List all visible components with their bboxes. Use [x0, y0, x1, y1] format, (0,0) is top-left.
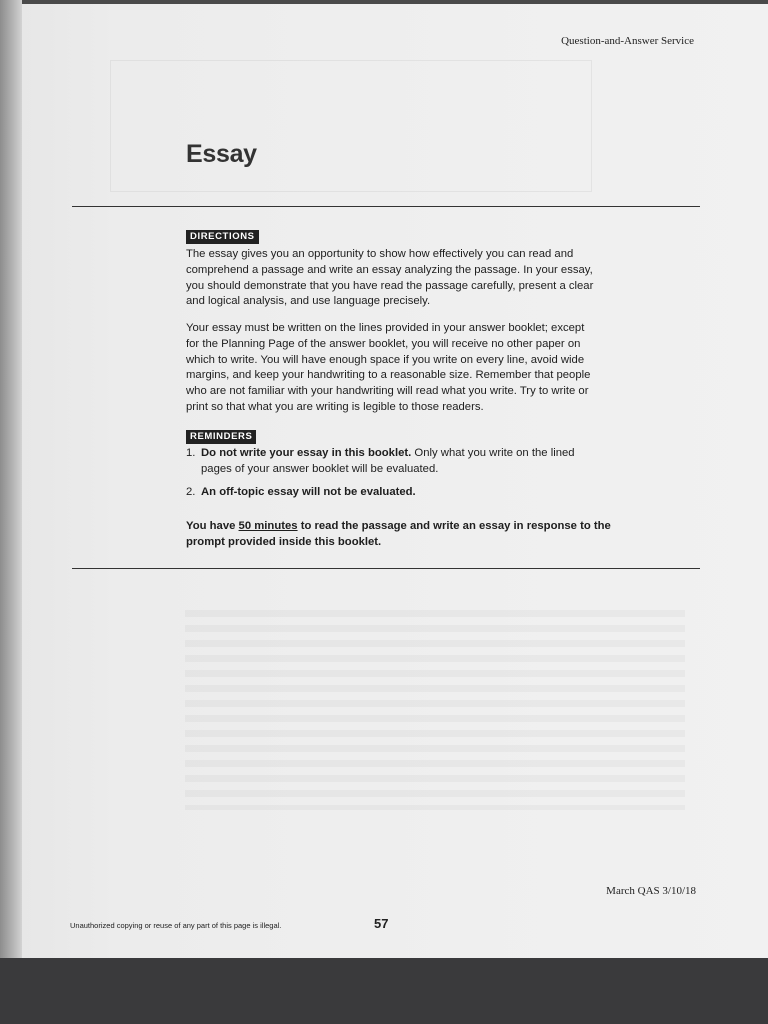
bleed-through-texture: [110, 60, 592, 192]
reminder-number: 1.: [186, 447, 196, 459]
bottom-divider: [72, 568, 700, 569]
page-title: Essay: [186, 140, 257, 168]
reminder-number: 2.: [186, 486, 196, 499]
reminder-item: [186, 485, 600, 501]
top-divider: [72, 206, 700, 207]
reminder-text: [201, 446, 600, 477]
reminder-rest-text: Only what you write on the lined pages of your answer booklet will be evaluated.: [201, 447, 575, 475]
bleed-through-texture: [185, 610, 685, 810]
reminders-label: REMINDERS: [186, 430, 256, 444]
timing-statement: [186, 519, 626, 551]
date-stamp: March QAS 3/10/18: [606, 885, 696, 897]
directions-paragraph-1: The essay gives you an opportunity to show how effectively you can read and comprehend a passage and write an essay analyzing the passage. In your essay, you should demonstrate that you have read the passage carefully, present a clear and logical analysis, and use language precisely.: [186, 248, 594, 308]
scan-top-edge: [0, 0, 768, 4]
copyright-notice: Unauthorized copying or reuse of any part of this page is illegal.: [70, 921, 282, 930]
reminder-bold-text: An off-topic essay will not be evaluated.: [201, 486, 416, 499]
reminder-bold-text: Do not write your essay in this booklet.: [201, 447, 412, 459]
timing-before: You have: [186, 520, 239, 532]
reminders-list: [186, 446, 600, 509]
timing-minutes: 50 minutes: [238, 520, 298, 532]
reminder-text: [201, 485, 416, 501]
scan-background: [0, 958, 768, 1024]
page-number: 57: [374, 916, 389, 931]
book-binding-shadow: [0, 0, 22, 960]
directions-label: DIRECTIONS: [186, 230, 259, 244]
directions-paragraph-2: Your essay must be written on the lines provided in your answer booklet; except for the Planning Page of the answer booklet, you will receive no other paper on which to write. You will have enough space if you write on every line, avoid wide margins, and keep your handwriting to a reasonable size. Remember that people who are not familiar with your handwriting will read what you write. Try to write or print so that what you are writing is legible to those readers.: [186, 322, 591, 413]
reminder-item: [186, 446, 600, 477]
service-header: Question-and-Answer Service: [561, 35, 694, 47]
timing-after: to read the passage and write an essay in response to the prompt provided inside this booklet.: [186, 520, 611, 548]
